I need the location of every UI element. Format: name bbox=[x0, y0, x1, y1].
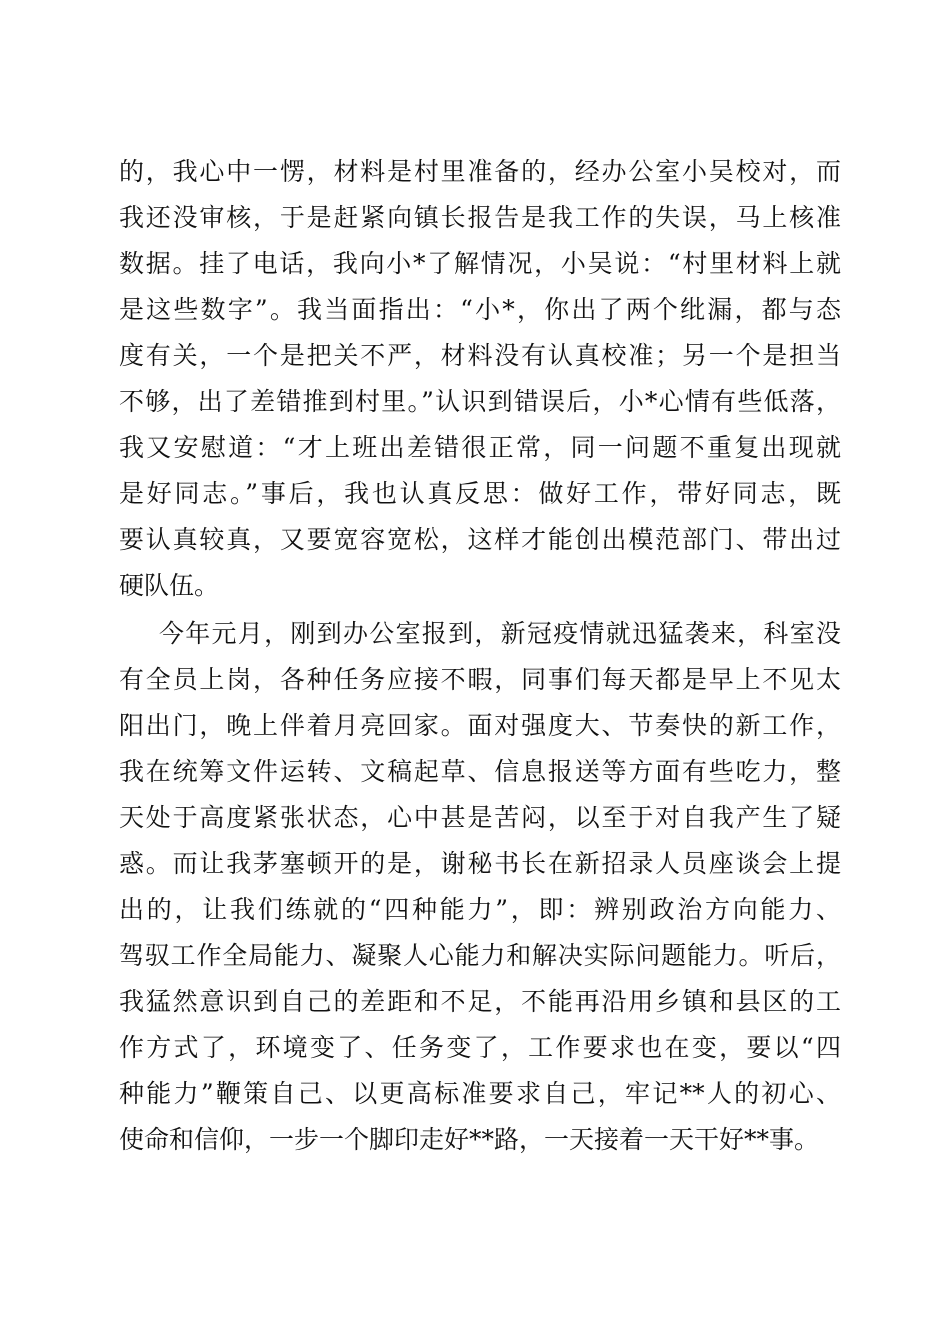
text-line: 出的，让我们练就的“四种能力”，即：辨别政治方向能力、 bbox=[119, 895, 841, 924]
text-line: 种能力”鞭策自己、以更高标准要求自己，牢记**人的初心、 bbox=[119, 1079, 841, 1108]
text-line: 硬队伍。 bbox=[119, 571, 220, 600]
paragraph-2 bbox=[119, 611, 841, 1163]
text-line: 是好同志。”事后，我也认真反思：做好工作，带好同志，既 bbox=[119, 479, 841, 508]
text-line: 阳出门，晚上伴着月亮回家。面对强度大、节奏快的新工作， bbox=[119, 711, 841, 740]
text-line: 我还没审核，于是赶紧向镇长报告是我工作的失误，马上核准 bbox=[119, 203, 841, 232]
text-line: 数据。挂了电话，我向小*了解情况，小吴说：“村里材料上就 bbox=[119, 249, 841, 278]
body-text bbox=[119, 149, 841, 1163]
text-line: 的，我心中一愣，材料是村里准备的，经办公室小吴校对，而 bbox=[119, 157, 841, 186]
text-line: 今年元月，刚到办公室报到，新冠疫情就迅猛袭来，科室没 bbox=[159, 619, 841, 648]
text-line: 是这些数字”。我当面指出：“小*，你出了两个纰漏，都与态 bbox=[119, 295, 841, 324]
text-line: 惑。而让我茅塞顿开的是，谢秘书长在新招录人员座谈会上提 bbox=[119, 849, 841, 878]
text-line: 我猛然意识到自己的差距和不足，不能再沿用乡镇和县区的工 bbox=[119, 987, 841, 1016]
paragraph-1 bbox=[119, 149, 841, 609]
text-line: 不够，出了差错推到村里。”认识到错误后，小*心情有些低落， bbox=[119, 387, 841, 416]
text-line: 要认真较真，又要宽容宽松，这样才能创出模范部门、带出过 bbox=[119, 525, 841, 554]
text-line: 驾驭工作全局能力、凝聚人心能力和解决实际问题能力。听后， bbox=[119, 941, 841, 970]
text-line: 使命和信仰，一步一个脚印走好**路，一天接着一天干好**事。 bbox=[119, 1125, 820, 1154]
text-line: 度有关，一个是把关不严，材料没有认真校准；另一个是担当 bbox=[119, 341, 841, 370]
text-line: 有全员上岗，各种任务应接不暇，同事们每天都是早上不见太 bbox=[119, 665, 841, 694]
text-line: 作方式了，环境变了、任务变了，工作要求也在变，要以“四 bbox=[119, 1033, 841, 1062]
text-line: 天处于高度紧张状态，心中甚是苦闷，以至于对自我产生了疑 bbox=[119, 803, 841, 832]
text-line: 我又安慰道：“才上班出差错很正常，同一问题不重复出现就 bbox=[119, 433, 841, 462]
text-line: 我在统筹文件运转、文稿起草、信息报送等方面有些吃力，整 bbox=[119, 757, 841, 786]
